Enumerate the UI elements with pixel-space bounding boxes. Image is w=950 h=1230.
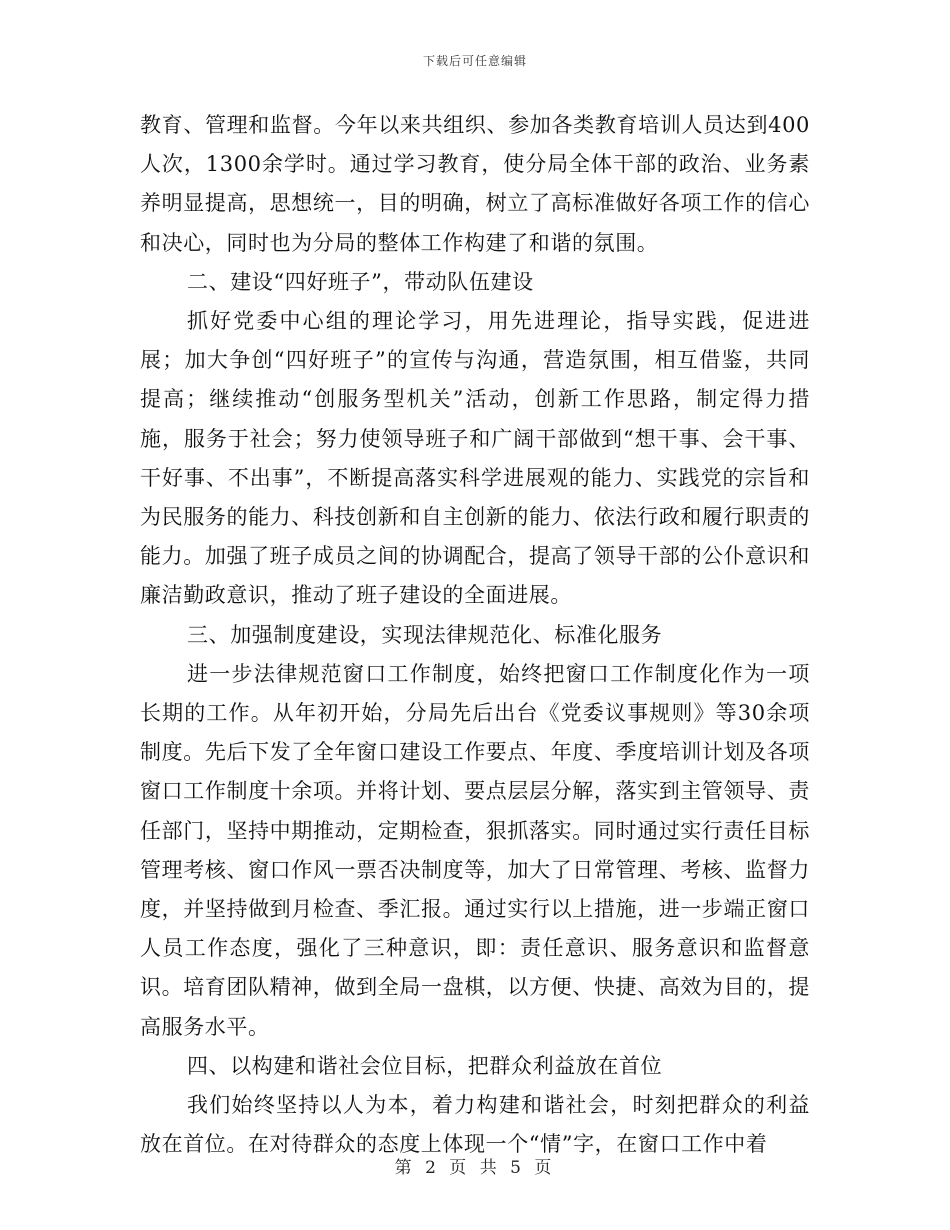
page-number-footer: 第 2 页 共 5 页 [394,1158,556,1178]
page-header: 下载后可任意编辑 [422,54,527,68]
paragraph-institution-building: 进一步法律规范窗口工作制度，始终把窗口工作制度化作为一项长期的工作。从年初开始，分局先后出台《党委议事规则》等30余项制度。先后下发了全年窗口建设工作要点、年度、季度培训计划及各项窗口工作制度十余项。并将计划、要点层层分解，落实到主管领导、责任部门，坚持中期推动，定期检查，狠抓落实。同时通过实行责任目标管理考核、窗口作风一票否决制度等，加大了日常管理、考核、监督力度，并坚持做到月检查、季汇报。通过实行以上措施，进一步端正窗口人员工作态度，强化了三种意识，即：责任意识、服务意识和监督意识。培育团队精神，做到全局一盘棋，以方便、快捷、高效为目的，提高服务水平。 [140,661,810,1039]
section-heading-2: 二、建设“四好班子”，带动队伍建设 [187,269,534,294]
paragraph-continuation: 教育、管理和监督。今年以来共组织、参加各类教育培训人员达到400人次，1300余学时。通过学习教育，使分局全体干部的政治、业务素养明显提高，思想统一，目的明确，树立了高标准做好各项工作的信心和决心，同时也为分局的整体工作构建了和谐的氛围。 [140,113,810,255]
section-heading-3: 三、加强制度建设，实现法律规范化、标准化服务 [187,622,663,647]
section-heading-4: 四、以构建和谐社会位目标，把群众利益放在首位 [187,1053,663,1078]
paragraph-team-building: 抓好党委中心组的理论学习，用先进理论，指导实践，促进进展；加大争创“四好班子”的宣传与沟通，营造氛围，相互借鉴，共同提高；继续推动“创服务型机关”活动，创新工作思路，制定得力措施，服务于社会；努力使领导班子和广阔干部做到“想干事、会干事、干好事、不出事”，不断提高落实科学进展观的能力、实践党的宗旨和为民服务的能力、科技创新和自主创新的能力、依法行政和履行职责的能力。加强了班子成员之间的协调配合，提高了领导干部的公仆意识和廉洁勤政意识，推动了班子建设的全面进展。 [140,309,810,608]
document-body [140,106,810,1164]
paragraph-public-interest: 我们始终坚持以人为本，着力构建和谐社会，时刻把群众的利益放在首位。在对待群众的态度上体现一个“情”字，在窗口工作中着 [140,1093,810,1157]
